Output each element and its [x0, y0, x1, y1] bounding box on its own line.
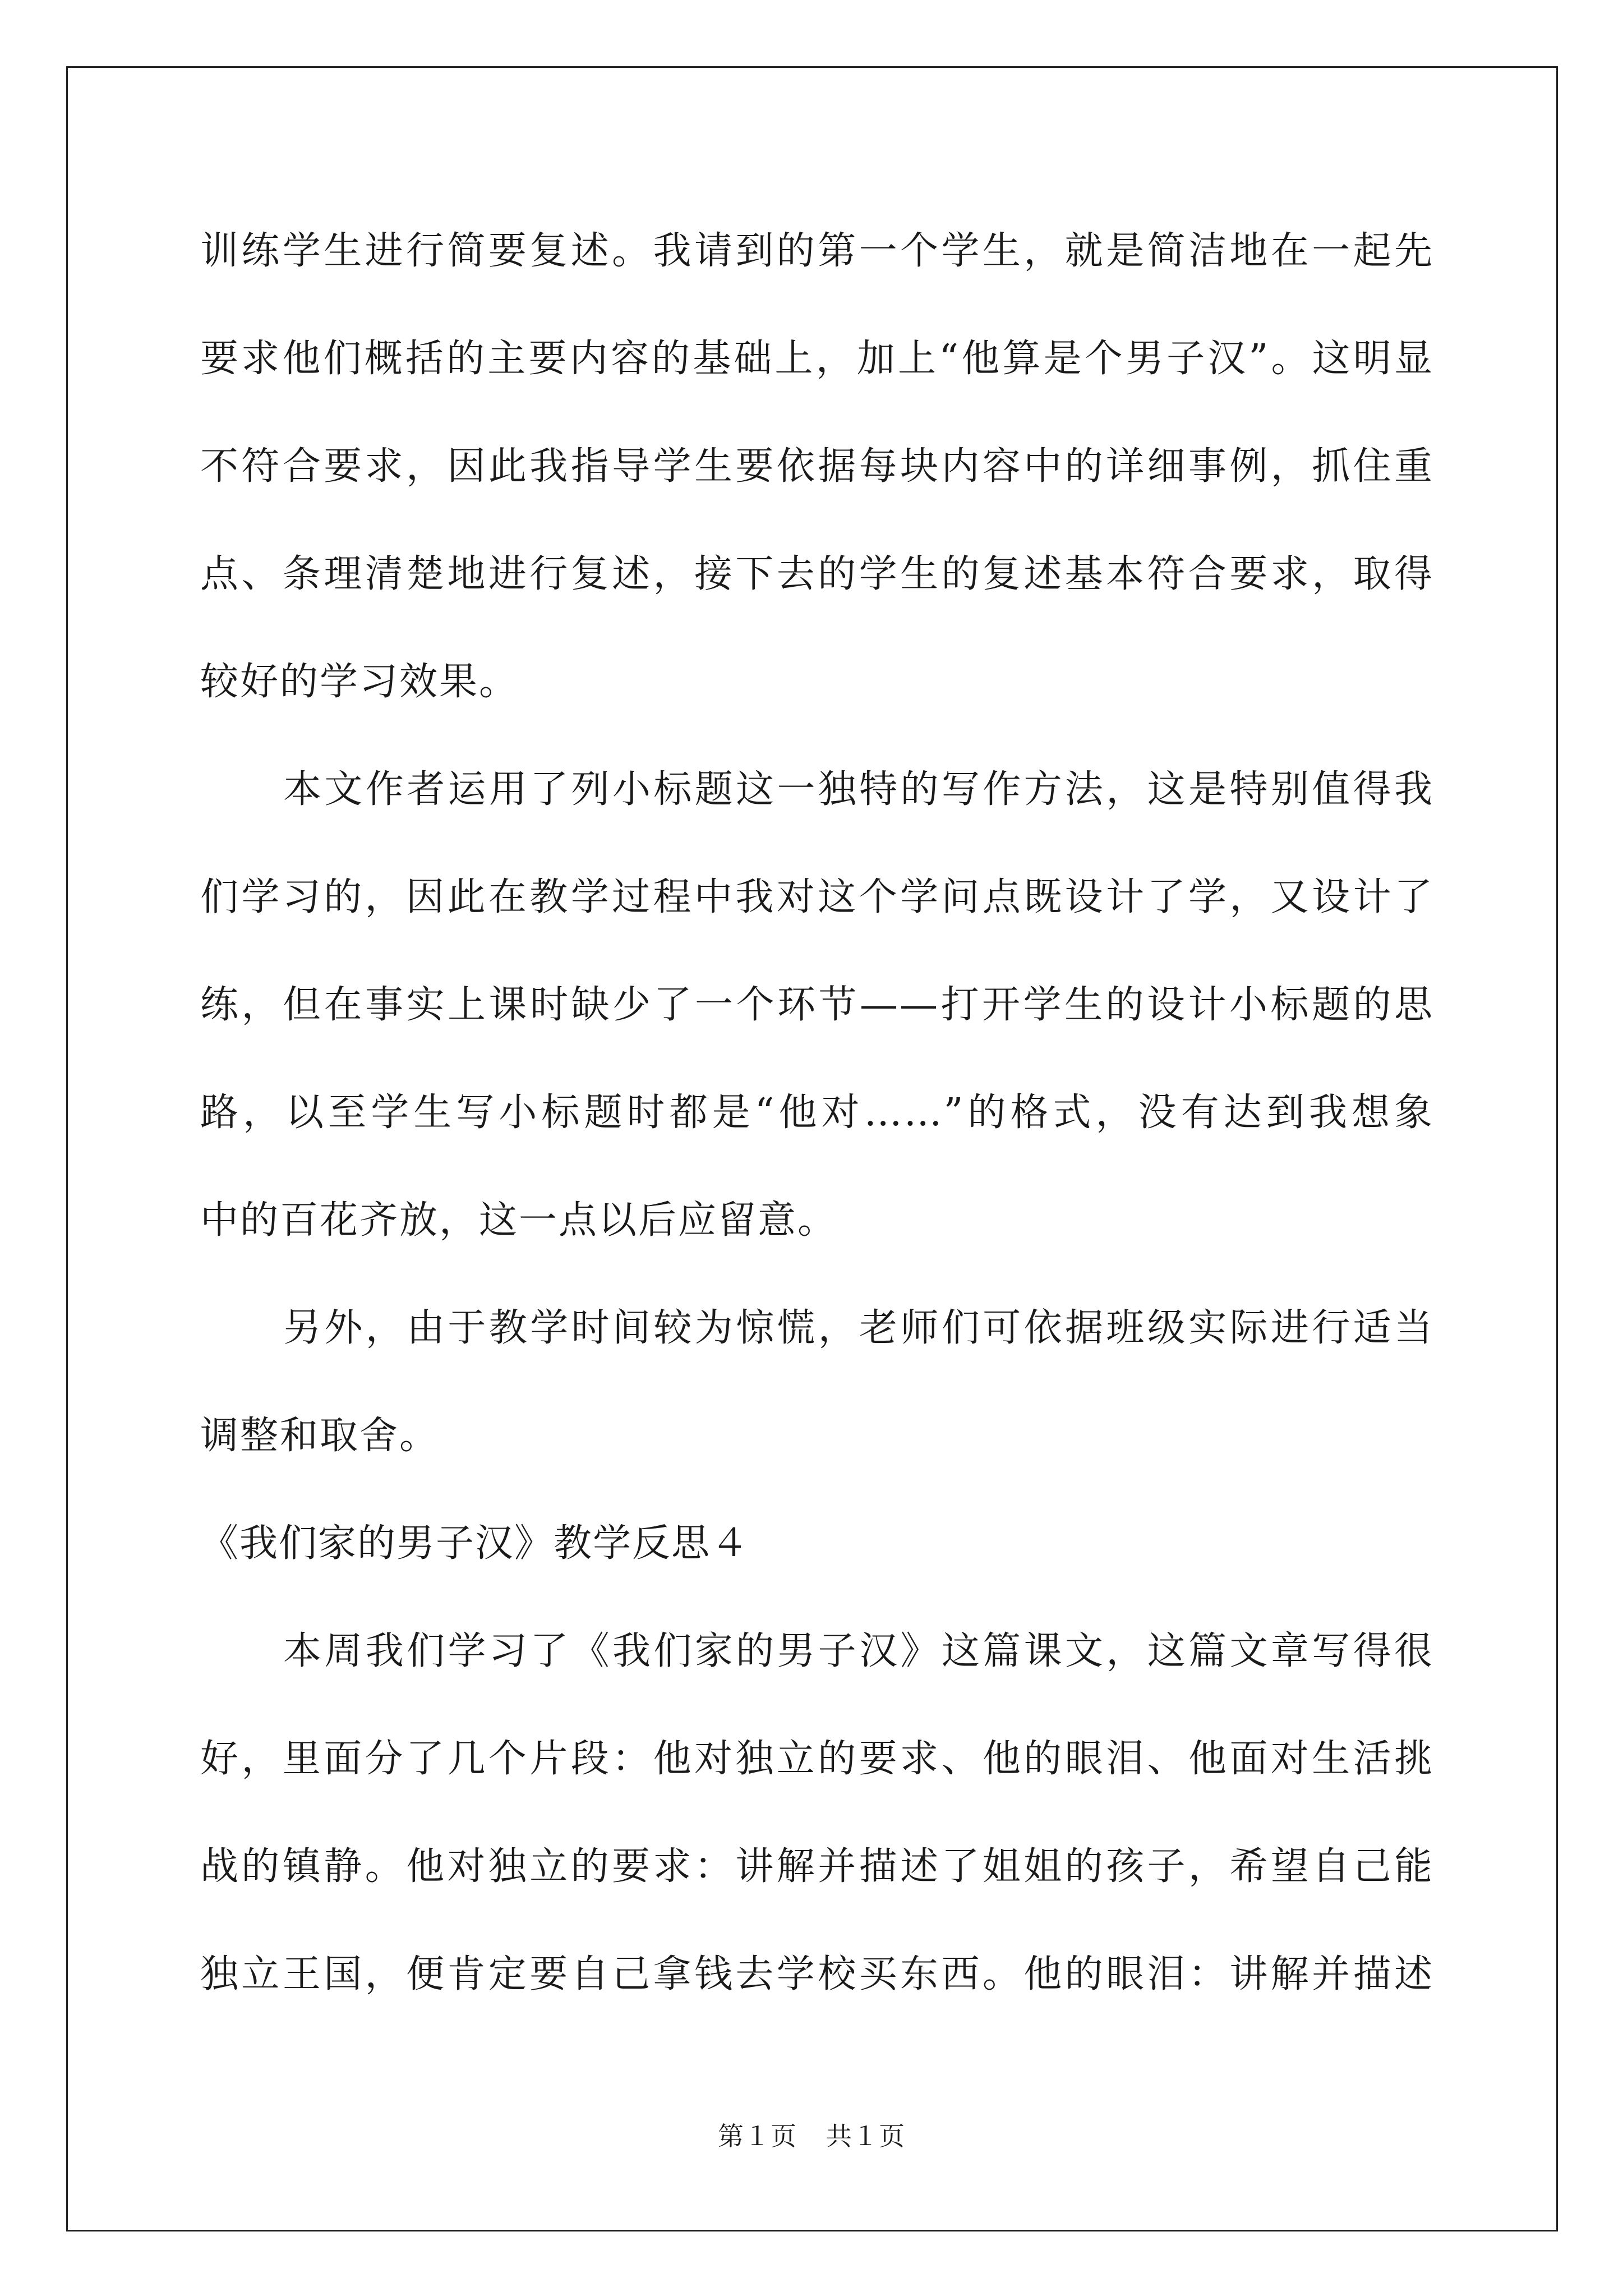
page-number: 第１页	[718, 2121, 797, 2151]
paragraph-line: 好，里面分了几个片段：他对独立的要求、他的眼泪、他面对生活挑	[200, 1737, 1434, 1781]
paragraph-line: 要求他们概括的主要内容的基础上，加上“他算是个男子汉”。这明显	[200, 337, 1434, 381]
paragraph-line: 本文作者运用了列小标题这一独特的写作方法，这是特别值得我	[283, 767, 1434, 812]
section-heading: 《我们家的男子汉》教学反思４	[200, 1521, 750, 1566]
paragraph-line: 练，但在事实上课时缺少了一个环节——打开学生的设计小标题的思	[200, 983, 1434, 1027]
document-body	[200, 224, 1434, 2055]
page-total: 共１页	[826, 2121, 905, 2151]
paragraph-line: 中的百花齐放，这一点以后应留意。	[200, 1198, 838, 1243]
paragraph-line: 调整和取舍。	[200, 1414, 440, 1458]
paragraph-line: 较好的学习效果。	[200, 660, 519, 704]
paragraph-line: 独立王国，便肯定要自己拿钱去学校买东西。他的眼泪：讲解并描述	[200, 1952, 1434, 1996]
paragraph-line: 路，以至学生写小标题时都是“他对……”的格式，没有达到我想象	[200, 1091, 1434, 1135]
paragraph-line: 另外，由于教学时间较为惊慌，老师们可依据班级实际进行适当	[283, 1306, 1434, 1350]
paragraph-line: 们学习的，因此在教学过程中我对这个学问点既设计了学，又设计了	[200, 875, 1434, 919]
paragraph-line: 本周我们学习了《我们家的男子汉》这篇课文，这篇文章写得很	[283, 1629, 1434, 1673]
page-footer	[0, 2119, 1623, 2153]
paragraph-line: 不符合要求，因此我指导学生要依据每块内容中的详细事例，抓住重	[200, 444, 1434, 489]
paragraph-line: 点、条理清楚地进行复述，接下去的学生的复述基本符合要求，取得	[200, 552, 1434, 596]
paragraph-line: 训练学生进行简要复述。我请到的第一个学生，就是简洁地在一起先	[200, 229, 1434, 273]
paragraph-line: 战的镇静。他对独立的要求：讲解并描述了姐姐的孩子，希望自己能	[200, 1844, 1434, 1889]
